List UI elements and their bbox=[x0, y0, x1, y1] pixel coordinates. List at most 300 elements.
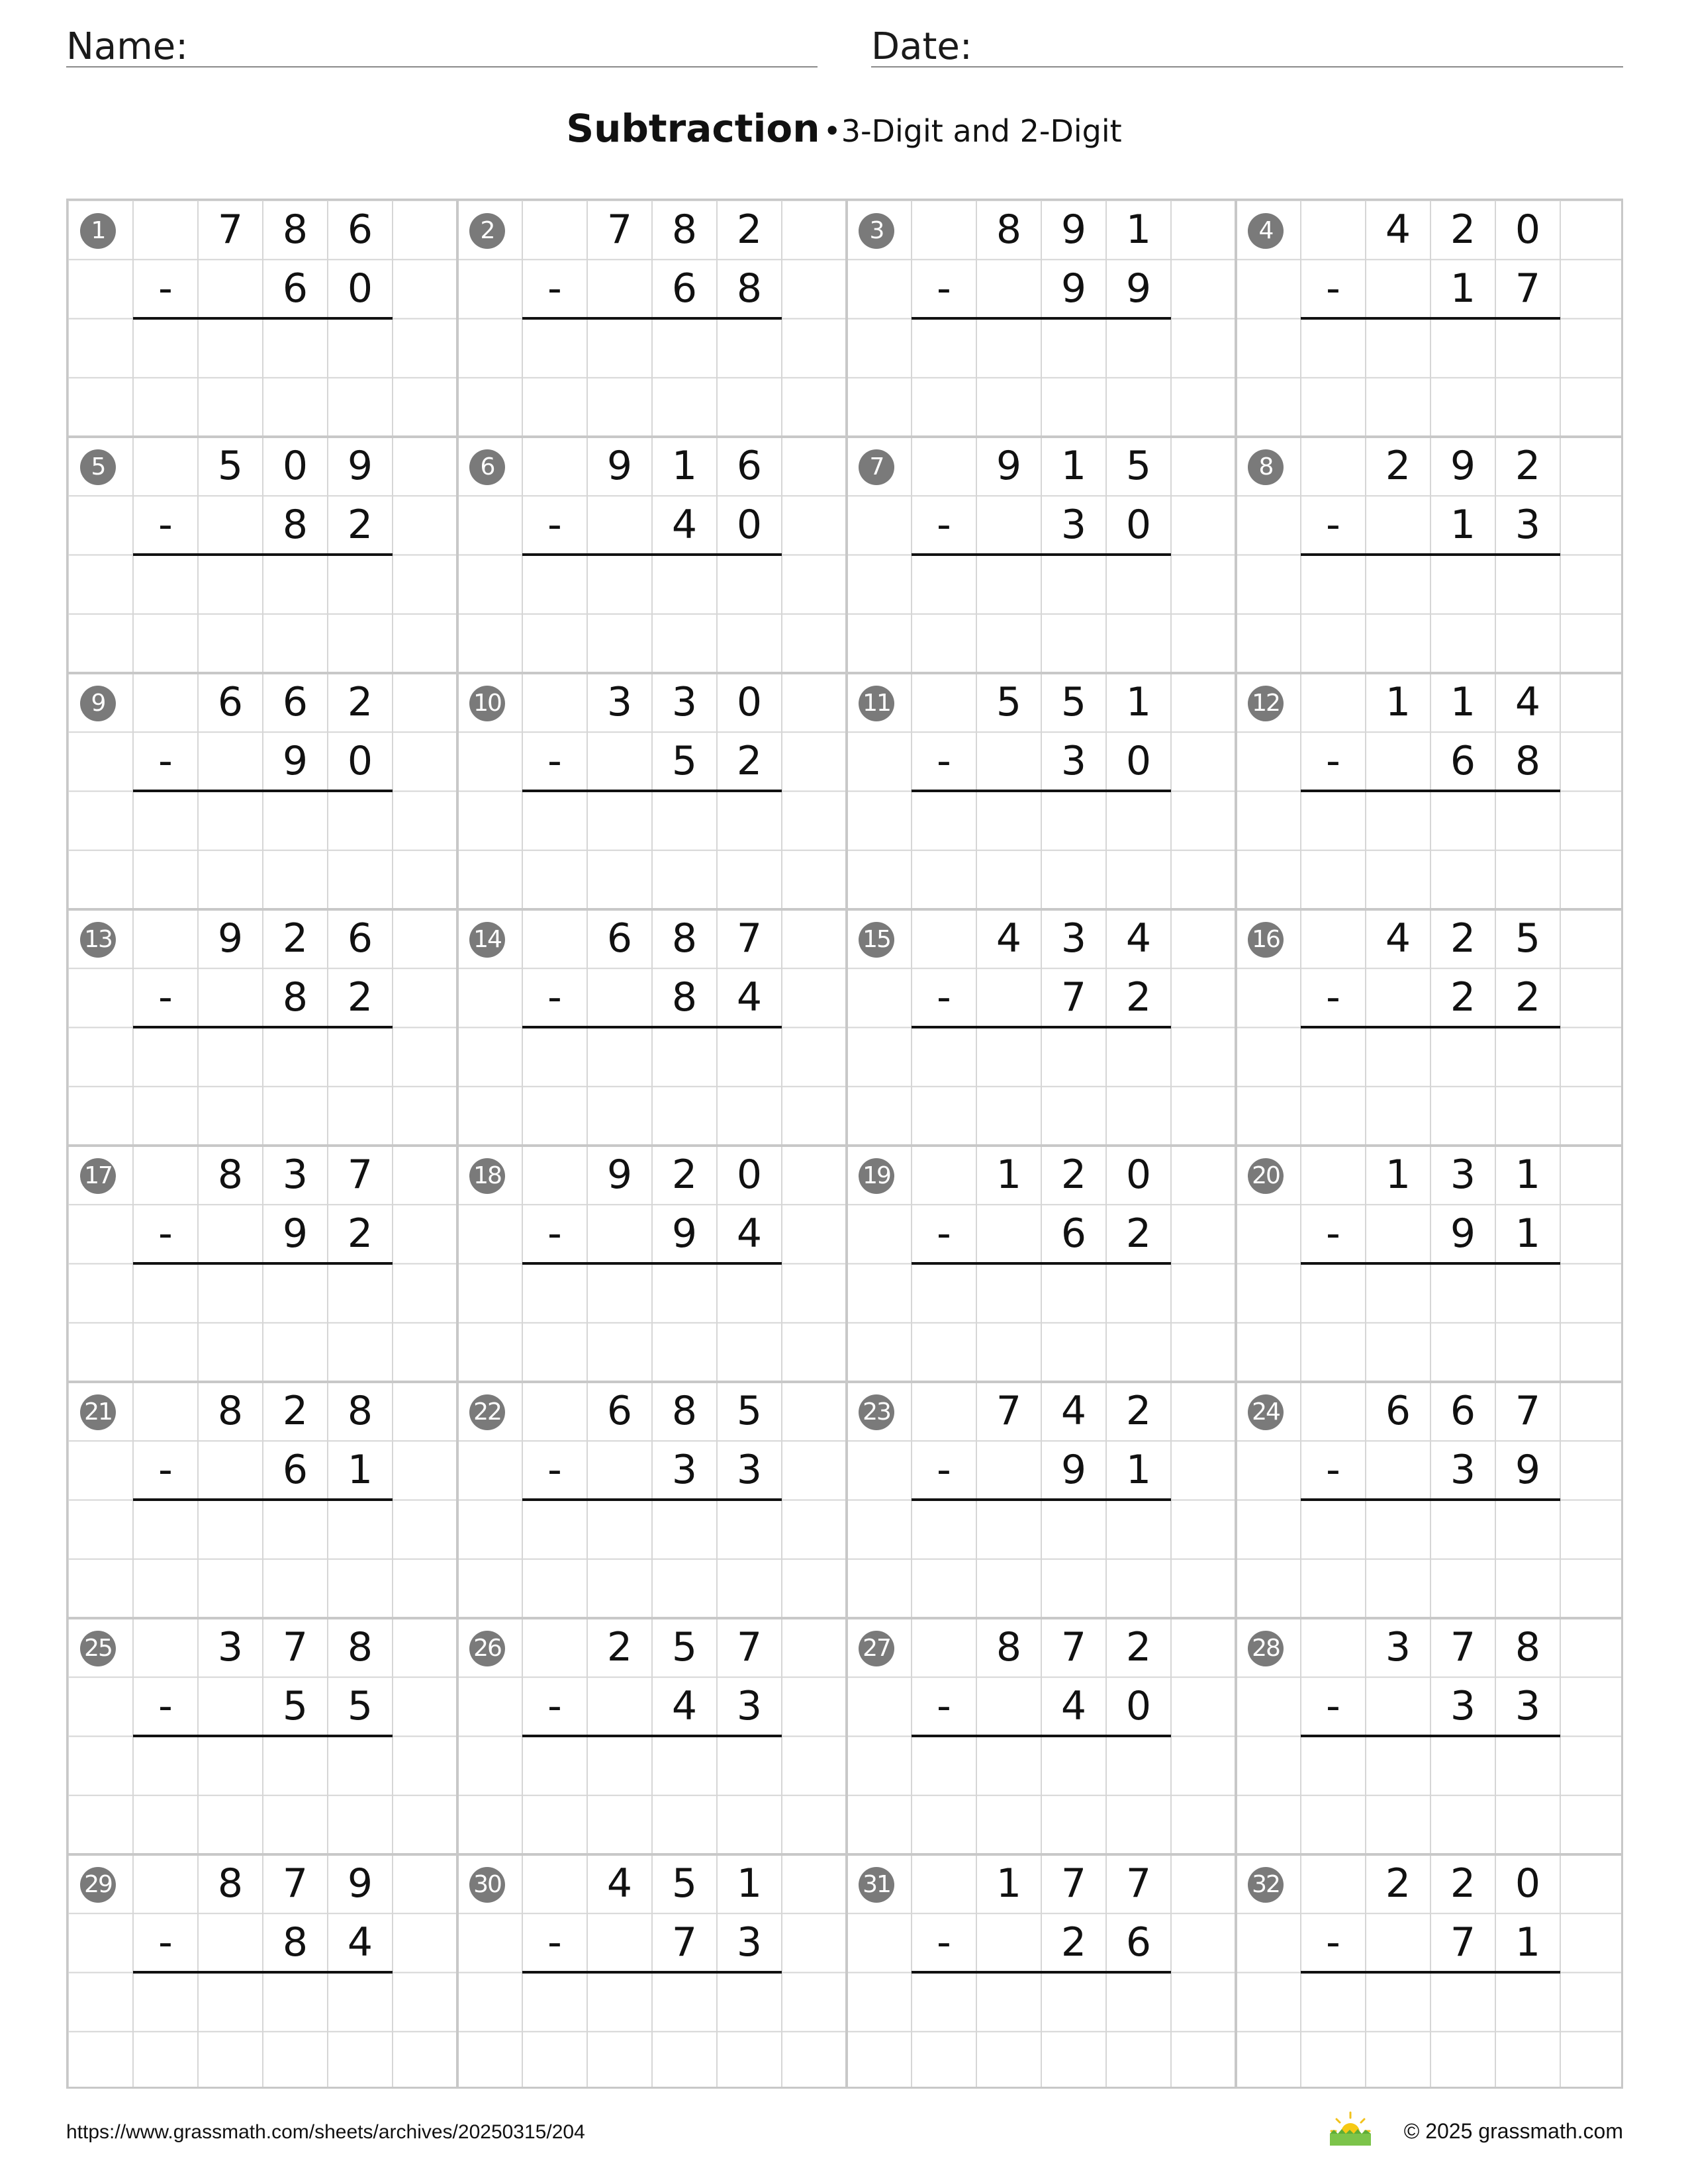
subtrahend-digit: 3 bbox=[1450, 1683, 1476, 1729]
answer-area[interactable] bbox=[133, 1737, 393, 1850]
subtrahend-digit: 5 bbox=[347, 1683, 373, 1729]
minuend-digit: 5 bbox=[217, 443, 244, 489]
minus-sign: - bbox=[1326, 1210, 1340, 1257]
problem-number-badge: 2 bbox=[469, 213, 505, 249]
minuend-digit: 0 bbox=[736, 679, 763, 725]
minus-sign: - bbox=[937, 1210, 951, 1257]
subtrahend-digit: 8 bbox=[671, 974, 698, 1021]
subtrahend-digit: 1 bbox=[1125, 1447, 1152, 1493]
problem-block bbox=[68, 1618, 457, 1854]
subtrahend-digit: 9 bbox=[1515, 1447, 1541, 1493]
problem-number-badge: 12 bbox=[1248, 686, 1284, 721]
minuend-digit: 9 bbox=[996, 443, 1022, 489]
subtrahend-digit: 4 bbox=[736, 1210, 763, 1257]
answer-area[interactable] bbox=[522, 1737, 782, 1850]
problem-number-badge: 16 bbox=[1248, 922, 1284, 958]
answer-area[interactable] bbox=[1301, 1737, 1560, 1850]
problem-number-badge: 11 bbox=[859, 686, 894, 721]
minus-sign: - bbox=[937, 1447, 951, 1493]
minuend-digit: 2 bbox=[1385, 443, 1411, 489]
problem-number-badge: 18 bbox=[469, 1158, 505, 1194]
minuend-digit: 0 bbox=[1125, 1152, 1152, 1198]
answer-area[interactable] bbox=[912, 792, 1171, 905]
problem-number-badge: 10 bbox=[469, 686, 505, 721]
footer-url: https://www.grassmath.com/sheets/archives/20250315/204 bbox=[66, 2121, 585, 2143]
subtrahend-digit: 6 bbox=[1450, 738, 1476, 784]
subtrahend-digit: 0 bbox=[1125, 1683, 1152, 1729]
minus-sign: - bbox=[937, 1919, 951, 1966]
subtrahend-digit: 4 bbox=[671, 1683, 698, 1729]
minuend-digit: 5 bbox=[671, 1624, 698, 1670]
subtrahend-digit: 3 bbox=[736, 1683, 763, 1729]
subtrahend-digit: 2 bbox=[347, 974, 373, 1021]
minuend-digit: 7 bbox=[996, 1388, 1022, 1434]
subtrahend-digit: 3 bbox=[736, 1447, 763, 1493]
subtrahend-digit: 8 bbox=[1515, 738, 1541, 784]
subtrahend-digit: 3 bbox=[671, 1447, 698, 1493]
minus-sign: - bbox=[937, 974, 951, 1021]
subtrahend-digit: 2 bbox=[1125, 1210, 1152, 1257]
minuend-digit: 8 bbox=[996, 206, 1022, 253]
minus-sign: - bbox=[937, 502, 951, 548]
minus-sign: - bbox=[1326, 1683, 1340, 1729]
subtrahend-digit: 1 bbox=[1515, 1919, 1541, 1966]
problem-block bbox=[1236, 673, 1625, 909]
problem-number-badge: 24 bbox=[1248, 1394, 1284, 1430]
problem-number-badge: 32 bbox=[1248, 1867, 1284, 1903]
grass-sun-logo-icon bbox=[1327, 2110, 1374, 2147]
answer-area[interactable] bbox=[1301, 556, 1560, 668]
minuend-digit: 3 bbox=[217, 1624, 244, 1670]
subtrahend-digit: 2 bbox=[1515, 974, 1541, 1021]
subtrahend-digit: 0 bbox=[1125, 738, 1152, 784]
problem-block bbox=[847, 1854, 1236, 2091]
minus-sign: - bbox=[1326, 502, 1340, 548]
title-subtitle: 3-Digit and 2-Digit bbox=[841, 113, 1122, 149]
minus-sign: - bbox=[937, 738, 951, 784]
minuend-digit: 0 bbox=[282, 443, 308, 489]
subtrahend-digit: 6 bbox=[1125, 1919, 1152, 1966]
minuend-digit: 7 bbox=[1125, 1860, 1152, 1907]
worksheet-title bbox=[0, 106, 1688, 151]
answer-area[interactable] bbox=[522, 1265, 782, 1377]
answer-area[interactable] bbox=[522, 792, 782, 905]
subtrahend-digit: 7 bbox=[1515, 265, 1541, 312]
problem-block bbox=[68, 201, 457, 437]
minuend-digit: 4 bbox=[996, 915, 1022, 962]
minus-sign: - bbox=[158, 1919, 173, 1966]
minuend-digit: 1 bbox=[671, 443, 698, 489]
subtrahend-digit: 4 bbox=[347, 1919, 373, 1966]
title-separator: • bbox=[823, 113, 841, 149]
minuend-digit: 2 bbox=[1515, 443, 1541, 489]
minuend-digit: 1 bbox=[1450, 679, 1476, 725]
minuend-digit: 8 bbox=[1515, 1624, 1541, 1670]
problem-block bbox=[1236, 201, 1625, 437]
subtrahend-digit: 2 bbox=[1125, 974, 1152, 1021]
name-field-line[interactable] bbox=[66, 66, 818, 68]
problem-block bbox=[1236, 1146, 1625, 1382]
minuend-digit: 2 bbox=[282, 1388, 308, 1434]
problem-block bbox=[68, 673, 457, 909]
minus-sign: - bbox=[158, 1210, 173, 1257]
minuend-digit: 8 bbox=[671, 206, 698, 253]
subtrahend-digit: 0 bbox=[736, 502, 763, 548]
minuend-digit: 8 bbox=[671, 1388, 698, 1434]
minuend-digit: 7 bbox=[282, 1624, 308, 1670]
problem-block bbox=[1236, 909, 1625, 1146]
minuend-digit: 5 bbox=[1515, 915, 1541, 962]
subtrahend-digit: 6 bbox=[671, 265, 698, 312]
problem-number-badge: 8 bbox=[1248, 449, 1284, 485]
minus-sign: - bbox=[547, 1210, 562, 1257]
minuend-digit: 2 bbox=[606, 1624, 633, 1670]
footer-copyright: © 2025 grassmath.com bbox=[1403, 2119, 1623, 2143]
minuend-digit: 2 bbox=[671, 1152, 698, 1198]
problem-number-badge: 23 bbox=[859, 1394, 894, 1430]
subtrahend-digit: 3 bbox=[1060, 502, 1087, 548]
minuend-digit: 9 bbox=[217, 915, 244, 962]
subtrahend-digit: 4 bbox=[671, 502, 698, 548]
minuend-digit: 9 bbox=[347, 443, 373, 489]
subtrahend-digit: 8 bbox=[282, 1919, 308, 1966]
problem-block bbox=[68, 1146, 457, 1382]
minuend-digit: 8 bbox=[217, 1152, 244, 1198]
problem-number-badge: 22 bbox=[469, 1394, 505, 1430]
problem-number-badge: 4 bbox=[1248, 213, 1284, 249]
problem-number-badge: 29 bbox=[80, 1867, 116, 1903]
answer-area[interactable] bbox=[133, 1501, 393, 1614]
minuend-digit: 2 bbox=[1125, 1388, 1152, 1434]
answer-area[interactable] bbox=[1301, 1028, 1560, 1141]
minuend-digit: 1 bbox=[1385, 679, 1411, 725]
subtrahend-digit: 1 bbox=[347, 1447, 373, 1493]
answer-area[interactable] bbox=[133, 1028, 393, 1141]
answer-area[interactable] bbox=[522, 556, 782, 668]
answer-area[interactable] bbox=[133, 1265, 393, 1377]
problem-number-badge: 15 bbox=[859, 922, 894, 958]
subtrahend-digit: 3 bbox=[1060, 738, 1087, 784]
minuend-digit: 3 bbox=[1450, 1152, 1476, 1198]
problem-block bbox=[457, 201, 847, 437]
minuend-digit: 6 bbox=[1450, 1388, 1476, 1434]
minuend-digit: 3 bbox=[671, 679, 698, 725]
answer-area[interactable] bbox=[133, 320, 393, 432]
answer-area[interactable] bbox=[133, 556, 393, 668]
minuend-digit: 3 bbox=[1385, 1624, 1411, 1670]
subtrahend-digit: 2 bbox=[1060, 1919, 1087, 1966]
minuend-digit: 6 bbox=[606, 915, 633, 962]
minuend-digit: 7 bbox=[1060, 1624, 1087, 1670]
subtrahend-digit: 3 bbox=[1515, 502, 1541, 548]
minuend-digit: 7 bbox=[736, 1624, 763, 1670]
minuend-digit: 7 bbox=[1515, 1388, 1541, 1434]
minuend-digit: 7 bbox=[1060, 1860, 1087, 1907]
problem-block bbox=[1236, 1382, 1625, 1618]
problem-block bbox=[847, 673, 1236, 909]
answer-area[interactable] bbox=[912, 1501, 1171, 1614]
subtrahend-digit: 0 bbox=[1125, 502, 1152, 548]
subtrahend-digit: 0 bbox=[347, 265, 373, 312]
minuend-digit: 0 bbox=[736, 1152, 763, 1198]
problem-block bbox=[457, 1854, 847, 2091]
answer-area[interactable] bbox=[522, 1028, 782, 1141]
subtrahend-digit: 9 bbox=[282, 738, 308, 784]
subtrahend-digit: 7 bbox=[1060, 974, 1087, 1021]
minuend-digit: 2 bbox=[736, 206, 763, 253]
problem-number-badge: 3 bbox=[859, 213, 894, 249]
minuend-digit: 1 bbox=[996, 1860, 1022, 1907]
minuend-digit: 6 bbox=[606, 1388, 633, 1434]
minuend-digit: 0 bbox=[1515, 1860, 1541, 1907]
answer-area[interactable] bbox=[522, 1501, 782, 1614]
problem-block bbox=[68, 1854, 457, 2091]
minus-sign: - bbox=[158, 265, 173, 312]
subtrahend-digit: 9 bbox=[671, 1210, 698, 1257]
subtrahend-digit: 0 bbox=[347, 738, 373, 784]
problem-block bbox=[457, 437, 847, 673]
problem-block bbox=[457, 1382, 847, 1618]
subtrahend-digit: 6 bbox=[282, 1447, 308, 1493]
minuend-digit: 5 bbox=[671, 1860, 698, 1907]
minuend-digit: 6 bbox=[347, 915, 373, 962]
problem-number-badge: 9 bbox=[80, 686, 116, 721]
minuend-digit: 3 bbox=[606, 679, 633, 725]
problem-block bbox=[1236, 1618, 1625, 1854]
problem-block bbox=[457, 673, 847, 909]
subtrahend-digit: 8 bbox=[282, 502, 308, 548]
problem-number-badge: 26 bbox=[469, 1631, 505, 1666]
subtrahend-digit: 4 bbox=[736, 974, 763, 1021]
minus-sign: - bbox=[937, 265, 951, 312]
subtrahend-digit: 9 bbox=[282, 1210, 308, 1257]
subtrahend-digit: 7 bbox=[671, 1919, 698, 1966]
subtrahend-digit: 7 bbox=[1450, 1919, 1476, 1966]
minuend-digit: 2 bbox=[1125, 1624, 1152, 1670]
problem-block bbox=[68, 1382, 457, 1618]
subtrahend-digit: 9 bbox=[1060, 1447, 1087, 1493]
problem-number-badge: 30 bbox=[469, 1867, 505, 1903]
problem-number-badge: 14 bbox=[469, 922, 505, 958]
minuend-digit: 4 bbox=[1385, 915, 1411, 962]
minuend-digit: 2 bbox=[1385, 1860, 1411, 1907]
subtrahend-digit: 2 bbox=[347, 502, 373, 548]
subtrahend-digit: 3 bbox=[736, 1919, 763, 1966]
minuend-digit: 4 bbox=[1515, 679, 1541, 725]
answer-area[interactable] bbox=[1301, 1265, 1560, 1377]
minuend-digit: 4 bbox=[1385, 206, 1411, 253]
minuend-digit: 9 bbox=[1450, 443, 1476, 489]
minus-sign: - bbox=[1326, 738, 1340, 784]
minus-sign: - bbox=[547, 1447, 562, 1493]
answer-area[interactable] bbox=[522, 1974, 782, 2086]
minuend-digit: 4 bbox=[1060, 1388, 1087, 1434]
answer-area[interactable] bbox=[1301, 792, 1560, 905]
minuend-digit: 1 bbox=[1125, 206, 1152, 253]
problem-block bbox=[1236, 437, 1625, 673]
minuend-digit: 8 bbox=[347, 1388, 373, 1434]
minuend-digit: 3 bbox=[282, 1152, 308, 1198]
problem-number-badge: 19 bbox=[859, 1158, 894, 1194]
minus-sign: - bbox=[547, 265, 562, 312]
minus-sign: - bbox=[1326, 265, 1340, 312]
minuend-digit: 9 bbox=[1060, 206, 1087, 253]
minuend-digit: 2 bbox=[282, 915, 308, 962]
answer-area[interactable] bbox=[522, 320, 782, 432]
minuend-digit: 5 bbox=[1060, 679, 1087, 725]
problem-number-badge: 6 bbox=[469, 449, 505, 485]
minuend-digit: 4 bbox=[606, 1860, 633, 1907]
minuend-digit: 8 bbox=[671, 915, 698, 962]
subtrahend-digit: 9 bbox=[1125, 265, 1152, 312]
minuend-digit: 6 bbox=[282, 679, 308, 725]
subtrahend-digit: 1 bbox=[1515, 1210, 1541, 1257]
minuend-digit: 5 bbox=[996, 679, 1022, 725]
minus-sign: - bbox=[158, 738, 173, 784]
subtrahend-digit: 8 bbox=[282, 974, 308, 1021]
problem-number-badge: 28 bbox=[1248, 1631, 1284, 1666]
minuend-digit: 7 bbox=[217, 206, 244, 253]
problem-number-badge: 5 bbox=[80, 449, 116, 485]
problem-block bbox=[457, 1618, 847, 1854]
minuend-digit: 1 bbox=[1125, 679, 1152, 725]
problem-block bbox=[847, 1146, 1236, 1382]
problem-block bbox=[68, 437, 457, 673]
subtrahend-digit: 5 bbox=[282, 1683, 308, 1729]
minus-sign: - bbox=[547, 502, 562, 548]
subtrahend-digit: 3 bbox=[1515, 1683, 1541, 1729]
minuend-digit: 1 bbox=[1385, 1152, 1411, 1198]
problem-block bbox=[1236, 1854, 1625, 2091]
minuend-digit: 8 bbox=[996, 1624, 1022, 1670]
answer-area[interactable] bbox=[912, 1265, 1171, 1377]
subtrahend-digit: 1 bbox=[1450, 265, 1476, 312]
minus-sign: - bbox=[547, 974, 562, 1021]
subtrahend-digit: 3 bbox=[1450, 1447, 1476, 1493]
minuend-digit: 7 bbox=[282, 1860, 308, 1907]
subtrahend-digit: 6 bbox=[1060, 1210, 1087, 1257]
problem-block bbox=[847, 201, 1236, 437]
minus-sign: - bbox=[1326, 1447, 1340, 1493]
minuend-digit: 2 bbox=[1450, 206, 1476, 253]
minus-sign: - bbox=[547, 1919, 562, 1966]
problem-number-badge: 7 bbox=[859, 449, 894, 485]
problem-number-badge: 25 bbox=[80, 1631, 116, 1666]
minuend-digit: 5 bbox=[736, 1388, 763, 1434]
title-main: Subtraction bbox=[566, 106, 820, 151]
minuend-digit: 4 bbox=[1125, 915, 1152, 962]
minuend-digit: 7 bbox=[347, 1152, 373, 1198]
minuend-digit: 2 bbox=[1060, 1152, 1087, 1198]
minuend-digit: 5 bbox=[1125, 443, 1152, 489]
problem-block bbox=[457, 909, 847, 1146]
subtrahend-digit: 2 bbox=[1450, 974, 1476, 1021]
minus-sign: - bbox=[1326, 974, 1340, 1021]
minus-sign: - bbox=[937, 1683, 951, 1729]
subtrahend-digit: 2 bbox=[736, 738, 763, 784]
minuend-digit: 3 bbox=[1060, 915, 1087, 962]
answer-area[interactable] bbox=[1301, 1974, 1560, 2086]
answer-area[interactable] bbox=[912, 320, 1171, 432]
minuend-digit: 9 bbox=[606, 443, 633, 489]
problem-number-badge: 31 bbox=[859, 1867, 894, 1903]
minuend-digit: 6 bbox=[736, 443, 763, 489]
minuend-digit: 2 bbox=[1450, 1860, 1476, 1907]
subtrahend-digit: 4 bbox=[1060, 1683, 1087, 1729]
minuend-digit: 2 bbox=[1450, 915, 1476, 962]
problem-block bbox=[847, 1618, 1236, 1854]
problem-grid bbox=[66, 199, 1623, 2089]
problem-number-badge: 17 bbox=[80, 1158, 116, 1194]
minus-sign: - bbox=[158, 502, 173, 548]
minuend-digit: 7 bbox=[1450, 1624, 1476, 1670]
minuend-digit: 9 bbox=[606, 1152, 633, 1198]
minuend-digit: 1 bbox=[996, 1152, 1022, 1198]
problem-number-badge: 1 bbox=[80, 213, 116, 249]
date-label: Date: bbox=[871, 25, 972, 68]
minus-sign: - bbox=[158, 974, 173, 1021]
minuend-digit: 7 bbox=[606, 206, 633, 253]
minus-sign: - bbox=[158, 1447, 173, 1493]
minuend-digit: 1 bbox=[1060, 443, 1087, 489]
minuend-digit: 8 bbox=[217, 1860, 244, 1907]
subtrahend-digit: 1 bbox=[1450, 502, 1476, 548]
minus-sign: - bbox=[1326, 1919, 1340, 1966]
name-label: Name: bbox=[66, 25, 189, 68]
minuend-digit: 8 bbox=[347, 1624, 373, 1670]
minus-sign: - bbox=[547, 1683, 562, 1729]
minuend-digit: 0 bbox=[1515, 206, 1541, 253]
answer-area[interactable] bbox=[133, 1974, 393, 2086]
problem-number-badge: 27 bbox=[859, 1631, 894, 1666]
minuend-digit: 8 bbox=[282, 206, 308, 253]
answer-area[interactable] bbox=[912, 1737, 1171, 1850]
minuend-digit: 6 bbox=[217, 679, 244, 725]
minus-sign: - bbox=[158, 1683, 173, 1729]
subtrahend-digit: 5 bbox=[671, 738, 698, 784]
answer-area[interactable] bbox=[912, 1028, 1171, 1141]
date-field-line[interactable] bbox=[871, 66, 1623, 68]
minuend-digit: 7 bbox=[736, 915, 763, 962]
subtrahend-digit: 2 bbox=[347, 1210, 373, 1257]
problem-block bbox=[457, 1146, 847, 1382]
subtrahend-digit: 9 bbox=[1060, 265, 1087, 312]
problem-block bbox=[847, 909, 1236, 1146]
answer-area[interactable] bbox=[1301, 320, 1560, 432]
answer-area[interactable] bbox=[912, 556, 1171, 668]
minuend-digit: 1 bbox=[1515, 1152, 1541, 1198]
problem-block bbox=[847, 437, 1236, 673]
subtrahend-digit: 6 bbox=[282, 265, 308, 312]
problem-block bbox=[847, 1382, 1236, 1618]
problem-number-badge: 20 bbox=[1248, 1158, 1284, 1194]
answer-area[interactable] bbox=[1301, 1501, 1560, 1614]
problem-block bbox=[68, 909, 457, 1146]
problem-number-badge: 13 bbox=[80, 922, 116, 958]
minus-sign: - bbox=[547, 738, 562, 784]
subtrahend-digit: 8 bbox=[736, 265, 763, 312]
minuend-digit: 6 bbox=[347, 206, 373, 253]
minuend-digit: 1 bbox=[736, 1860, 763, 1907]
minuend-digit: 8 bbox=[217, 1388, 244, 1434]
minuend-digit: 9 bbox=[347, 1860, 373, 1907]
answer-area[interactable] bbox=[912, 1974, 1171, 2086]
problem-number-badge: 21 bbox=[80, 1394, 116, 1430]
answer-area[interactable] bbox=[133, 792, 393, 905]
minuend-digit: 6 bbox=[1385, 1388, 1411, 1434]
subtrahend-digit: 9 bbox=[1450, 1210, 1476, 1257]
minuend-digit: 2 bbox=[347, 679, 373, 725]
